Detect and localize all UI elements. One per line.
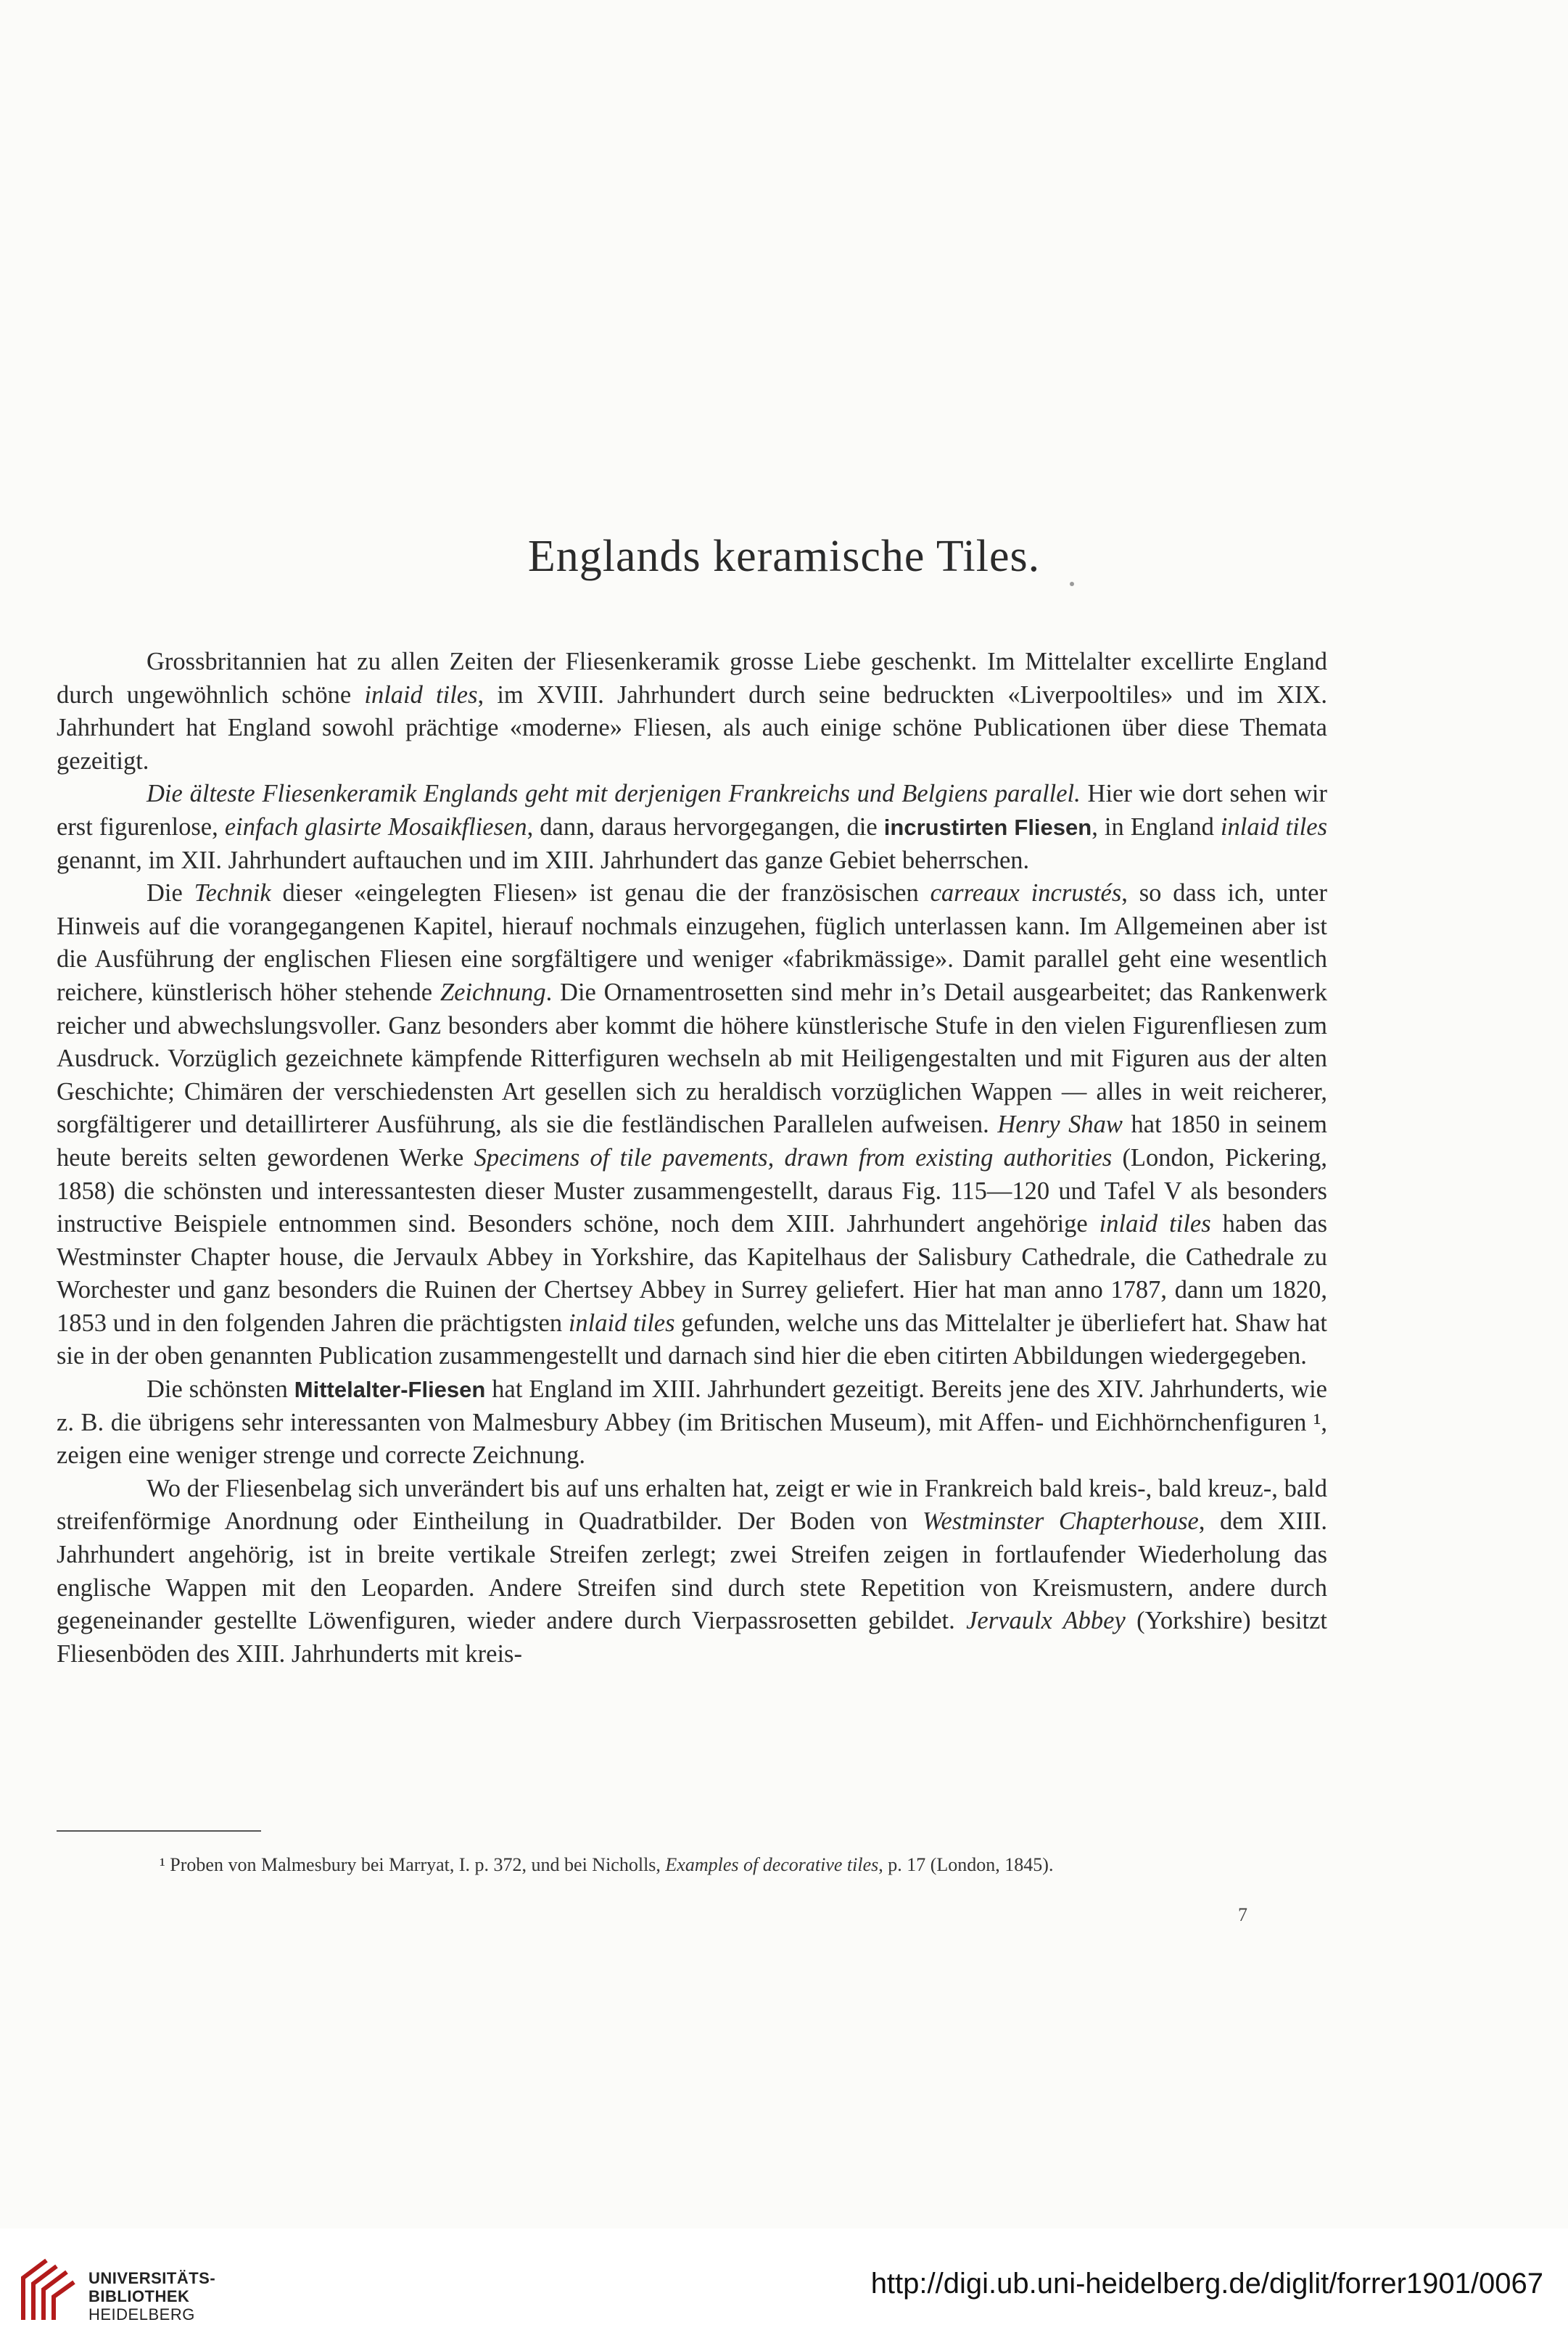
italic-run: Specimens of tile pavements, drawn from existing authorities [474,1143,1113,1172]
text-run: (Yorkshire) besitzt Fliesenböden des XIII. Jahrhunderts mit kreis- [57,1607,1327,1668]
italic-run: inlaid tiles [364,680,478,709]
italic-run: carreaux incrustés [930,879,1122,907]
bold-run: incrustirten Fliesen [883,814,1092,840]
italic-run: Westminster Chapterhouse [922,1507,1199,1536]
logo-line-1: UNIVERSITÄTS- [88,2269,216,2287]
paragraph-2 [57,778,1327,877]
library-logo-icon [16,2256,78,2323]
footer-bar [0,2228,1568,2346]
logo-line-2: BIBLIOTHEK [88,2287,190,2305]
page-number: 7 [1238,1904,1247,1925]
paragraph-1 [57,646,1327,778]
bold-run: Mittelalter-Fliesen [294,1377,486,1403]
text-run: gefunden, welche uns das Mittelalter je überliefert hat. Shaw hat sie in der oben genannten Publication zusammengestellt und darnach sind hier die eben citirten Abbildungen wiedergegeben. [57,1309,1327,1370]
italic-run: Jervaulx Abbey [966,1607,1126,1635]
text-run: Die schönsten [147,1375,294,1404]
text-run: Wo der Fliesenbelag sich unverändert bis auf uns erhalten hat, zeigt er wie in Frankreich bald kreis-, bald kreuz-, bald streifenförmige Anordnung oder Eintheilung in Quadratbilder. Der Boden von [57,1474,1327,1536]
text-run: , im XVIII. Jahrhundert durch seine bedruckten «Liverpooltiles» und im XIX. Jahrhundert hat England sowohl prächtige «moderne» Fliesen, als auch einige schöne Publicationen über diese Themata gezeitigt. [57,680,1328,775]
text-run: Die [147,879,194,907]
paragraph-3 [57,877,1327,1373]
text-run: . Die Ornamentrosetten sind mehr in’s Detail ausgearbeitet; das Rankenwerk reicher und abwechslungsvoller. Ganz besonders aber kommt die höhere künstlerische Stufe in den vielen Figurenfliesen zum Ausdruck. Vorzüglich gezeichnete kämpfende Ritterfiguren wechseln ab mit Heiligengestalten und mit Figuren aus der alten Geschichte; Chimären der verschiedensten Art gesellen sich zu heraldisch vorzüglichen Wappen — alles in weit reicherer, sorgfältigerer und detaillirterer Ausführung, als sie die festländischen Parallelen aufweisen. [57,978,1327,1139]
italic-run: Examples of decorative tiles [665,1854,879,1875]
text-run: hat 1850 in seinem heute bereits selten gewordenen Werke [57,1111,1327,1172]
text-run: , dann, daraus hervorgegangen, die [527,812,884,841]
italic-run: Zeichnung [440,978,546,1006]
logo-line-3: HEIDELBERG [88,2305,195,2324]
text-run: , p. 17 (London, 1845). [878,1854,1054,1875]
text-run: genannt, im XII. Jahrhundert auftauchen und im XIII. Jahrhundert das ganze Gebiet beherrschen. [57,846,1030,874]
library-logo-text [88,2269,215,2324]
text-run: , in England [1092,812,1221,841]
paragraph-4 [57,1373,1327,1473]
italic-run: inlaid tiles [568,1309,675,1337]
footnote-rule [57,1830,261,1832]
text-run: haben das Westminster Chapter house, die Jervaulx Abbey in Yorkshire, das Kapitelhaus der Salisbury Cathedrale, die Cathedrale zu Worchester und ganz besonders die Ruinen der Chertsey Abbey in Surrey geliefert. Hier hat man anno 1787, dann um 1820, 1853 und in den folgenden Jahren die prächtigsten [57,1210,1327,1337]
paragraph-5 [57,1473,1327,1671]
text-run: Hier wie dort sehen wir erst figurenlose, [57,780,1327,841]
source-url-link[interactable]: http://digi.ub.uni-heidelberg.de/diglit/forrer1901/0067 [870,2268,1543,2300]
text-run: , so dass ich, unter Hinweis auf die vorangegangenen Kapitel, hierauf nochmals einzugehen, füglich unterlassen kann. Im Allgemeinen aber ist die Ausführung der englischen Fliesen eine sorgfältigere und weniger «fabrikmässige». Damit parallel geht eine wesentlich reichere, künstlerisch höher stehende [57,879,1327,1006]
italic-run: einfach glasirte Mosaikfliesen [224,812,527,841]
italic-run: inlaid tiles [1220,812,1328,841]
italic-run: Die älteste Fliesenkeramik Englands geht mit derjenigen Frankreichs und Belgiens parallel. [147,780,1081,808]
italic-run: Henry Shaw [997,1111,1123,1139]
text-run: dieser «eingelegten Fliesen» ist genau die der französischen [271,879,931,907]
body-text [57,646,1327,1671]
print-speck [1070,582,1074,586]
text-run: (London, Pickering, 1858) die schönsten und interessantesten dieser Muster zusammengestellt, daraus Fig. 115—120 und Tafel V als besonders instructive Beispiele entnommen sind. Besonders schöne, noch dem XIII. Jahrhundert angehörige [57,1143,1327,1238]
footnote [160,1853,1327,1877]
text-run: , dem XIII. Jahrhundert angehörig, ist in breite vertikale Streifen zerlegt; zwei Streifen zeigen in fortlaufender Wiederholung das englische Wappen mit den Leoparden. Andere Streifen sind durch stete Repetition von Kreismustern, andere durch gegeneinander gestellte Löwenfiguren, wieder andere durch Vierpassrosetten gebildet. [57,1507,1328,1635]
text-run: hat England im XIII. Jahrhundert gezeitigt. Bereits jene des XIV. Jahrhunderts, wie z. B. die übrigens sehr interessanten von Malmesbury Abbey (im Britischen Museum), mit Affen- und Eichhörnchenfiguren ¹, zeigen eine weniger strenge und correcte Zeichnung. [57,1375,1327,1470]
text-run: ¹ Proben von Malmesbury bei Marryat, I. p. 372, und bei Nicholls, [160,1854,666,1875]
italic-run: inlaid tiles [1099,1210,1211,1238]
italic-run: Technik [194,879,271,907]
page-title: Englands keramische Tiles. [527,531,1041,581]
text-run: Grossbritannien hat zu allen Zeiten der Fliesenkeramik grosse Liebe geschenkt. Im Mittelalter excellirte England durch ungewöhnlich schöne [57,648,1327,709]
